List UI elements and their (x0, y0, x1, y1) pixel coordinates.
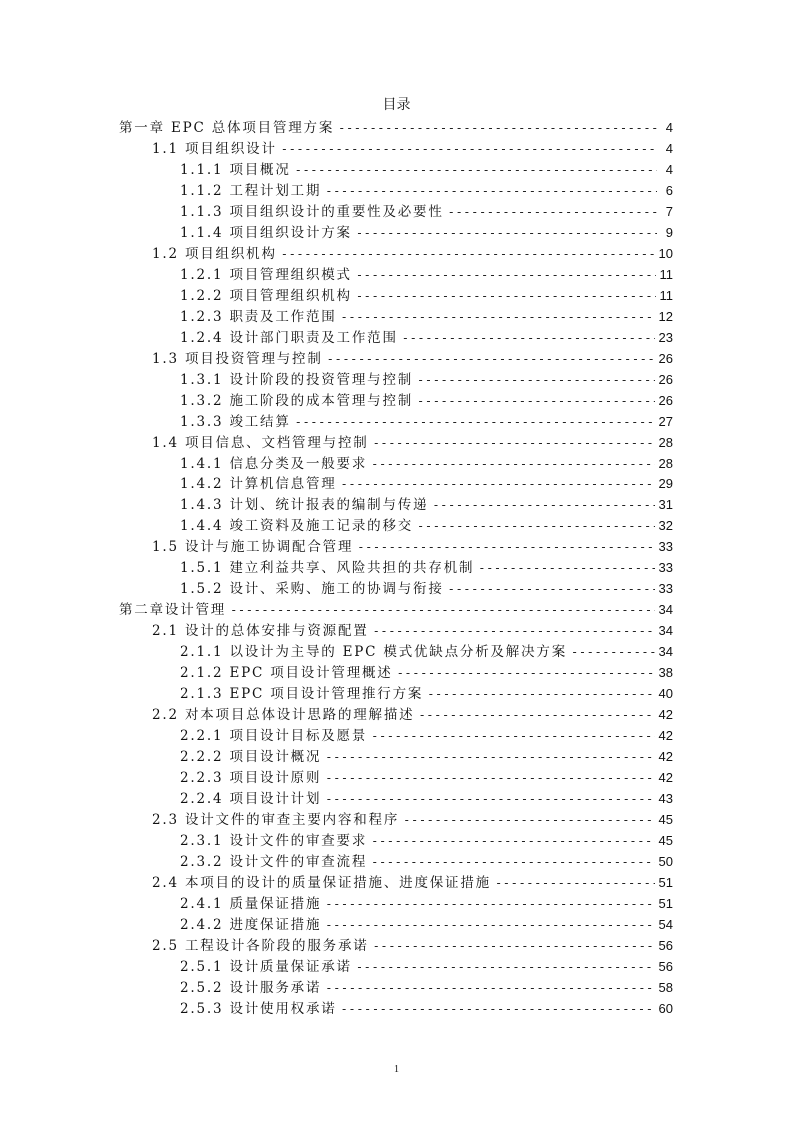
toc-entry[interactable] (119, 999, 673, 1020)
toc-entry-page-number: 43 (658, 791, 673, 806)
toc-entry[interactable] (119, 307, 673, 328)
toc-entry[interactable] (119, 684, 673, 705)
toc-entry[interactable] (119, 621, 673, 642)
toc-leader-dashes (356, 286, 656, 307)
toc-entry[interactable] (119, 663, 673, 684)
toc-entry-page-number: 34 (658, 623, 673, 639)
toc-entry-page-number: 56 (658, 937, 673, 953)
toc-entry-page-number: 27 (658, 413, 673, 429)
toc-entry-page-number: 50 (658, 853, 673, 869)
toc-entry-title: 2.4.2 进度保证措施 (180, 916, 322, 933)
toc-entry-title: 1.1.4 项目组织设计方案 (180, 224, 352, 241)
toc-entry[interactable] (119, 265, 673, 286)
toc-entry[interactable] (119, 810, 673, 831)
toc-leader-dashes (325, 768, 654, 789)
toc-entry-page-number: 45 (658, 811, 673, 827)
toc-entry-title: 1.3.1 设计阶段的投资管理与控制 (180, 371, 414, 388)
toc-entry-title: 1.5.2 设计、采购、施工的协调与衔接 (180, 581, 444, 598)
toc-entry-title: 2.1.2 EPC 项目设计管理概述 (180, 665, 393, 682)
toc-leader-dashes (356, 265, 656, 286)
toc-leader-dashes (338, 118, 657, 139)
toc-entry[interactable] (119, 852, 673, 873)
toc-entry-page-number: 10 (658, 245, 673, 261)
toc-entry[interactable] (119, 726, 673, 747)
toc-leader-dashes (427, 684, 654, 705)
toc-leader-dashes (325, 915, 654, 936)
toc-entry-page-number: 4 (665, 120, 673, 135)
toc-entry-title: 2.5.1 设计质量保证承诺 (180, 958, 352, 975)
toc-leader-dashes (327, 349, 655, 370)
toc-entry-title: 2.3.1 设计文件的审查要求 (180, 832, 368, 849)
toc-leader-dashes (373, 621, 655, 642)
toc-entry[interactable] (119, 537, 673, 558)
toc-leader-dashes (417, 516, 654, 537)
toc-entry-page-number: 51 (658, 895, 673, 911)
toc-entry-title: 2.4 本项目的设计的质量保证措施、进度保证措施 (152, 874, 491, 891)
toc-entry[interactable] (119, 642, 673, 663)
toc-leader-dashes (478, 558, 654, 579)
toc-leader-dashes (403, 810, 654, 831)
toc-entry-title: 2.2.1 项目设计目标及愿景 (180, 728, 368, 745)
toc-entry[interactable] (119, 474, 673, 495)
toc-title: 目录 (382, 97, 411, 113)
toc-leader-dashes (417, 391, 654, 412)
toc-entry-title: 2.2.2 项目设计概况 (180, 749, 322, 766)
toc-entry[interactable] (119, 370, 673, 391)
toc-leader-dashes (230, 600, 654, 621)
toc-entry-page-number: 51 (658, 874, 673, 890)
toc-entry-page-number: 11 (659, 287, 673, 303)
toc-entry-title: 1.2.4 设计部门职责及工作范围 (180, 329, 398, 346)
toc-entry[interactable] (119, 328, 673, 349)
toc-entry-page-number: 56 (658, 958, 673, 974)
toc-entry[interactable] (119, 495, 673, 516)
toc-leader-dashes (356, 223, 657, 244)
toc-entry-title: 2.2.4 项目设计计划 (180, 791, 322, 807)
toc-entry-page-number: 28 (658, 434, 673, 450)
toc-entry-title: 1.5 设计与施工协调配合管理 (152, 539, 354, 556)
toc-entry[interactable] (119, 789, 673, 810)
toc-entry-page-number: 33 (658, 581, 673, 597)
toc-leader-dashes (448, 579, 655, 600)
toc-entry-page-number: 26 (658, 350, 673, 366)
toc-entry-page-number: 32 (658, 518, 673, 534)
toc-entry[interactable] (119, 705, 673, 726)
toc-entry-title: 2.1.1 以设计为主导的 EPC 模式优缺点分析及解决方案 (180, 644, 567, 661)
toc-entry-title: 1.2.3 职责及工作范围 (180, 308, 337, 325)
toc-leader-dashes (371, 454, 654, 475)
toc-entry-title: 第一章 EPC 总体项目管理方案 (119, 120, 335, 136)
toc-entry-title: 1.3.3 竣工结算 (180, 413, 291, 430)
toc-entry-page-number: 60 (658, 1000, 673, 1016)
toc-entry-page-number: 33 (658, 560, 673, 576)
toc-entry-page-number: 7 (665, 203, 673, 219)
toc-entry-page-number: 33 (658, 539, 673, 555)
toc-leader-dashes (325, 181, 657, 202)
toc-leader-dashes (371, 726, 654, 747)
toc-entry-title: 1.3.2 施工阶段的成本管理与控制 (180, 392, 414, 409)
toc-entry-title: 1.1 项目组织设计 (152, 140, 277, 157)
toc-entry-title: 2.3 设计文件的审查主要内容和程序 (152, 811, 400, 828)
toc-entry-title: 1.4.4 竣工资料及施工记录的移交 (180, 518, 414, 535)
toc-leader-dashes (448, 202, 657, 223)
toc-entry-page-number: 4 (665, 161, 673, 177)
toc-entry-title: 2.5.2 设计服务承诺 (180, 979, 322, 996)
toc-entry[interactable] (119, 894, 673, 915)
toc-entry-title: 2.3.2 设计文件的审查流程 (180, 853, 368, 870)
toc-entry-page-number: 23 (658, 329, 673, 345)
toc-leader-dashes (281, 244, 655, 265)
toc-entry[interactable] (119, 202, 673, 223)
toc-entry-page-number: 42 (658, 749, 673, 765)
toc-leader-dashes (325, 789, 654, 810)
toc-leader-dashes (402, 328, 655, 349)
toc-leader-dashes (325, 894, 654, 915)
toc-leader-dashes (371, 831, 654, 852)
toc-leader-dashes (325, 978, 654, 999)
toc-leader-dashes (373, 936, 655, 957)
table-of-contents (119, 118, 673, 1020)
toc-entry[interactable] (119, 160, 673, 181)
toc-entry[interactable] (119, 831, 673, 852)
toc-entry-title: 1.4.2 计算机信息管理 (180, 476, 337, 493)
toc-leader-dashes (432, 495, 654, 516)
toc-entry-page-number: 58 (658, 979, 673, 995)
toc-entry-page-number: 26 (658, 371, 673, 387)
toc-entry-title: 1.3 项目投资管理与控制 (152, 350, 323, 367)
toc-entry[interactable] (119, 936, 673, 957)
toc-entry[interactable] (119, 978, 673, 999)
toc-entry-page-number: 29 (658, 476, 673, 492)
toc-leader-dashes (295, 160, 657, 181)
toc-entry[interactable] (119, 223, 673, 244)
toc-entry-page-number: 54 (658, 916, 673, 932)
toc-entry-title: 第二章设计管理 (119, 602, 227, 619)
toc-entry[interactable] (119, 391, 673, 412)
toc-entry-title: 1.4.1 信息分类及一般要求 (180, 455, 368, 472)
toc-entry[interactable] (119, 181, 673, 202)
toc-entry[interactable] (119, 286, 673, 307)
toc-entry-title: 1.2 项目组织机构 (152, 245, 277, 262)
page-number: 1 (394, 1064, 399, 1075)
toc-entry-page-number: 42 (658, 770, 673, 786)
toc-leader-dashes (418, 705, 654, 726)
toc-entry-page-number: 38 (658, 665, 673, 681)
toc-entry[interactable] (119, 118, 673, 139)
toc-leader-dashes (571, 642, 655, 663)
toc-entry-title: 1.1.3 项目组织设计的重要性及必要性 (180, 203, 444, 220)
toc-entry-title: 1.2.1 项目管理组织模式 (180, 266, 352, 283)
toc-leader-dashes (341, 474, 655, 495)
toc-entry[interactable] (119, 516, 673, 537)
toc-leader-dashes (341, 999, 655, 1020)
toc-entry[interactable] (119, 558, 673, 579)
toc-entry[interactable] (119, 454, 673, 475)
toc-leader-dashes (371, 852, 654, 873)
toc-entry-title: 2.5 工程设计各阶段的服务承诺 (152, 937, 369, 954)
toc-entry-page-number: 34 (658, 644, 673, 660)
toc-entry-page-number: 6 (665, 182, 673, 198)
toc-leader-dashes (325, 747, 654, 768)
toc-entry-title: 2.4.1 质量保证措施 (180, 895, 322, 912)
toc-entry[interactable] (119, 139, 673, 160)
toc-entry-page-number: 42 (658, 728, 673, 744)
toc-entry-title: 2.5.3 设计使用权承诺 (180, 1000, 337, 1017)
toc-entry-page-number: 34 (658, 602, 673, 618)
toc-entry-page-number: 40 (658, 686, 673, 702)
toc-entry[interactable] (119, 873, 673, 894)
toc-entry-page-number: 26 (658, 392, 673, 408)
toc-leader-dashes (495, 873, 655, 894)
toc-leader-dashes (397, 663, 655, 684)
toc-entry-page-number: 31 (658, 497, 673, 513)
toc-entry[interactable] (119, 600, 673, 621)
toc-entry-title: 2.2 对本项目总体设计思路的理解描述 (152, 707, 415, 724)
toc-entry-page-number: 12 (658, 308, 673, 324)
toc-entry[interactable] (119, 433, 673, 454)
toc-leader-dashes (356, 957, 655, 978)
toc-leader-dashes (417, 370, 654, 391)
toc-leader-dashes (357, 537, 654, 558)
toc-entry[interactable] (119, 244, 673, 265)
toc-entry[interactable] (119, 349, 673, 370)
toc-entry-title: 1.5.1 建立利益共享、风险共担的共存机制 (180, 560, 475, 577)
toc-entry-title: 2.1.3 EPC 项目设计管理推行方案 (180, 686, 424, 703)
toc-entry[interactable] (119, 412, 673, 433)
toc-entry-title: 1.2.2 项目管理组织机构 (180, 287, 352, 304)
toc-entry-page-number: 28 (658, 455, 673, 471)
toc-entry-title: 2.1 设计的总体安排与资源配置 (152, 623, 369, 640)
toc-entry-title: 1.1.2 工程计划工期 (180, 182, 322, 199)
toc-entry[interactable] (119, 915, 673, 936)
toc-entry[interactable] (119, 747, 673, 768)
toc-entry[interactable] (119, 768, 673, 789)
toc-entry-page-number: 42 (658, 707, 673, 723)
toc-leader-dashes (373, 433, 655, 454)
toc-leader-dashes (295, 412, 655, 433)
toc-entry-title: 1.4.3 计划、统计报表的编制与传递 (180, 497, 429, 514)
toc-entry-title: 2.2.3 项目设计原则 (180, 770, 322, 787)
toc-leader-dashes (341, 307, 655, 328)
toc-entry-page-number: 9 (665, 224, 673, 240)
toc-entry[interactable] (119, 957, 673, 978)
toc-entry-title: 1.4 项目信息、文档管理与控制 (152, 434, 369, 451)
toc-entry-page-number: 11 (659, 266, 673, 282)
toc-entry-page-number: 45 (658, 832, 673, 848)
toc-entry[interactable] (119, 579, 673, 600)
toc-entry-title: 1.1.1 项目概况 (180, 161, 291, 178)
toc-leader-dashes (281, 139, 657, 160)
toc-entry-page-number: 4 (665, 140, 673, 156)
